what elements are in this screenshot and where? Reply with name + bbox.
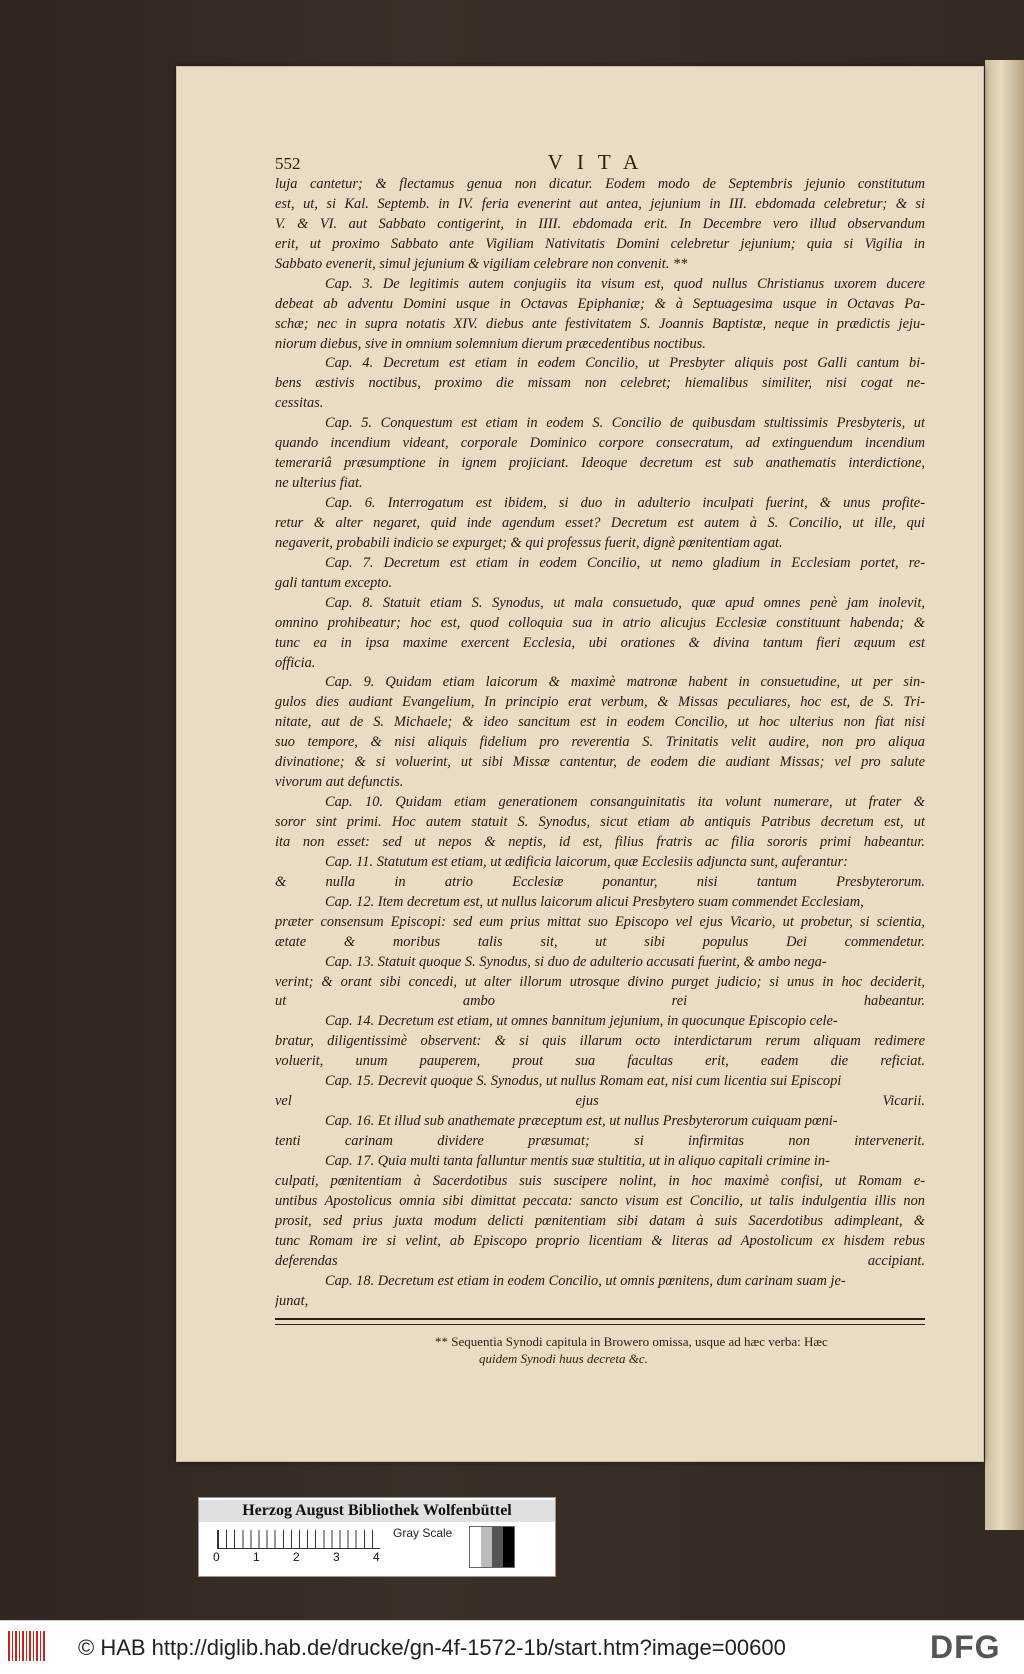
text-line: retur & alter negaret, quid inde agendum esset? Decretum est autem à S. Concilio, ut ille, qui [275,514,925,531]
text-line: Sabbato evenerit, simul jejunium & vigiliam celebrare non convenit. ** [275,255,688,272]
text-line: voluerit, unum pauperem, prout sua facultas erit, eadem die reficiat. [275,1053,925,1070]
text-line: debeat ab adventu Domini usque in Octavas Epiphaniæ; & à Septuagesima usque in Octavas Pa- [275,295,925,312]
text-line: Cap. 14. Decretum est etiam, ut omnes bannitum jejunium, in quocunque Episcopio cele- [325,1013,838,1030]
text-line: Cap. 16. Et illud sub anathemate præceptum est, ut nullus Presbyterorum cuiquam pœni- [325,1113,838,1130]
page-number: 552 [275,154,301,173]
page-header [275,150,925,174]
body-text [275,175,925,1311]
text-line: soror sint primi. Hoc autem statuit S. Synodus, sicut etiam ab antiquis Patribus decretum est, ut [275,814,925,830]
text-line: luja cantetur; & flectamus genua non dicatur. Eodem modo de Septembris jejunio constitutum [275,176,925,192]
text-line: Cap. 12. Item decretum est, ut nullus laicorum alicui Presbytero suam commendet Ecclesiam, [325,893,864,910]
text-line: Cap. 11. Statutum est etiam, ut ædificia laicorum, quæ Ecclesiis adjuncta sunt, auferantur: [325,853,848,870]
barcode-icon [8,1631,46,1661]
text-line: ut ambo rei habeantur. [275,993,925,1010]
footnote-rule [275,1318,925,1320]
text-line: bratur, diligentissimè observent: & si quis illarum octo interdictarum rerum aliquam redimere [275,1033,925,1050]
text-line: V. & VI. aut Sabbato contigerint, in IIII. ebdomada erit. In Decembre vero illud observandum [275,215,925,232]
text-line: gulos dies audiant Evangelium, In principio erat verbum, & Missas peculiares, hoc est, de S. Tri- [275,694,925,711]
text-line: Cap. 8. Statuit etiam S. Synodus, ut mala consuetudo, quæ apud omnes penè jam inolevit, [325,594,925,611]
dfg-logo: DFG [930,1629,1001,1665]
color-scale-card [198,1497,556,1577]
text-line: tunc ea in ipsa maxime exercent Ecclesia, ubi orationes & divina tantum fieri æquum est [275,634,925,651]
ruler [217,1530,380,1549]
text-line: Cap. 17. Quia multi tanta falluntur mentis suæ stultitia, ut in aliquo capitali crimine in- [325,1152,830,1169]
text-line: deferendas accipiant. [275,1252,925,1269]
text-line: Cap. 9. Quidam etiam laicorum & maximè matronæ habent in consuetudine, ut per sin- [325,674,925,691]
text-line: niorum diebus, sive in omnium solemnium dierum præcedentibus noctibus. [275,335,706,352]
text-line: tenti carinam dividere præsumat; si infirmitas non intervenerit. [275,1133,925,1149]
adjacent-page-edge [985,60,1024,1530]
text-line: Cap. 10. Quidam etiam generationem consanguinitatis ita volunt numerare, ut frater & [325,794,925,811]
text-line: schæ; nec in supra notatis XIV. diebus ante festivitatem S. Joannis Baptistæ, neque in prædictis jeju- [275,315,925,332]
text-line: vel ejus Vicarii. [275,1093,925,1110]
ruler-tick-0: 0 [213,1550,220,1564]
running-head: VITA [547,150,653,174]
scale-card-title: Herzog August Bibliothek Wolfenbüttel [199,1500,555,1522]
text-line: junat, [275,1292,309,1309]
footer-bar [0,1620,1024,1674]
text-line: cessitas. [275,395,324,412]
text-line: temerariâ præsumptione in ignem projiciant. Ideoque decretum est sub anathematis interdictione, [275,455,925,472]
text-line: Cap. 18. Decretum est etiam in eodem Concilio, ut omnis pœnitens, dum carinam suam je- [325,1272,846,1289]
text-line: divinatione; & si voluerint, ut sibi Missæ cantentur, de eodem die audiant Missas; vel pro salute [275,754,925,771]
text-line: est, ut, si Kal. Septemb. in IV. feria evenerint aut antea, jejunium in III. ebdomada celebretur; & si [275,195,925,212]
text-line: prosit, sed prius juxta modum delicti pœnitentiam sibi datam à suis Sacerdotibus adimpleant, & [275,1212,925,1229]
ruler-tick-2: 2 [293,1550,300,1564]
gray-scale-swatch [469,1526,515,1568]
ruler-tick-4: 4 [373,1550,380,1564]
text-line: bens æstivis noctibus, proximo die missam non celebret; hiemalibus similiter, nisi cogat ne- [275,375,925,392]
text-line: ætate & moribus talis sit, ut sibi populus Dei commendetur. [275,933,925,950]
text-line: Cap. 13. Statuit quoque S. Synodus, si duo de adulterio accusati fuerint, & ambo nega- [325,953,827,970]
text-line: Cap. 5. Conquestum est etiam in eodem S. Concilio de quibusdam stultissimis Presbyteris, ut [325,415,925,432]
text-line: negaverit, probabili indicio se expurget; & qui professus fuerit, dignè pœnitentiam agat. [275,534,783,551]
text-line: Cap. 3. De legitimis autem conjugiis ita visum est, quod nullus Christianus uxorem ducere [325,275,925,292]
source-url[interactable]: © HAB http://diglib.hab.de/drucke/gn-4f-1572-1b/start.htm?image=00600 [78,1635,786,1660]
gray-scale-label: Gray Scale [393,1526,453,1540]
text-line: verint; & orant sibi concedi, ut alter illorum utrosque divino purget judicio; si unus in hoc deciderit, [275,973,925,990]
text-line: gali tantum excepto. [275,574,393,591]
text-line: Cap. 7. Decretum est etiam in eodem Concilio, ut nemo gladium in Ecclesiam portet, re- [325,554,925,571]
text-line: Cap. 15. Decrevit quoque S. Synodus, ut nullus Romam eat, nisi cum licentia sui Episcopi [325,1073,842,1090]
text-line: tunc Romam ire si velint, ab Episcopo proprio licentiam & literas ad Apostolicum ex hisdem rebus [275,1232,925,1249]
text-line: præter consensum Episcopi: sed eum prius mittat suo Episcopo vel ejus Vicario, ut probetur, si scientia, [275,913,925,930]
text-line: suo tempore, & nisi aliquis fidelium pro reverentia S. Trinitatis velit audire, non pro aliqua [275,734,925,751]
text-line: vivorum aut defunctis. [275,774,404,791]
footnote-line-2: quidem Synodi huus decreta &c. [479,1351,648,1366]
text-line: erit, ut proximo Sabbato ante Vigiliam Nativitatis Domini celebretur jejunium; quia si Vigilia in [275,235,925,252]
text-line: omnino prohibeatur; hoc est, quod colloquia sua in atrio alicujus Ecclesiæ constituunt habenda; & [275,614,925,631]
footnote-rule-thin [275,1324,925,1325]
text-line: untibus Apostolicus omnia sibi dimittat peccata: sancto visum est Concilio, ut talis indulgentia illis non [275,1192,925,1209]
text-line: culpati, pœnitentiam à Sacerdotibus suis suscipere nolint, in hoc maximè confisi, ut Romam e- [275,1172,925,1189]
footnote-line-1: ** Sequentia Synodi capitula in Browero omissa, usque ad hæc verba: Hæc [435,1334,828,1349]
text-line: ita non esset: sed ut nepos & neptis, id est, filius fratris ac filia sororis primi habeantur. [275,833,925,850]
text-line: Cap. 4. Decretum est etiam in eodem Concilio, ut Presbyter aliquis post Galli cantum bi- [325,355,925,372]
text-line: Cap. 6. Interrogatum est ibidem, si duo in adulterio inculpati fuerint, & unus profite- [325,495,925,511]
text-line: nitate, aut de S. Michaele; & ideo sancitum est in eodem Concilio, ut hoc ulterius non fiat nisi [275,714,925,731]
ruler-tick-1: 1 [253,1550,260,1564]
text-line: ne ulterius fiat. [275,475,363,492]
ruler-tick-3: 3 [333,1550,340,1564]
text-line: officia. [275,654,316,671]
text-line: quando incendium videant, corporale Dominico corpore consecratum, ad extinguendum incendium [275,435,925,452]
book-page [176,66,984,1462]
text-line: & nulla in atrio Ecclesiæ ponantur, nisi tantum Presbyterorum. [275,873,925,890]
footnote [435,1333,935,1367]
